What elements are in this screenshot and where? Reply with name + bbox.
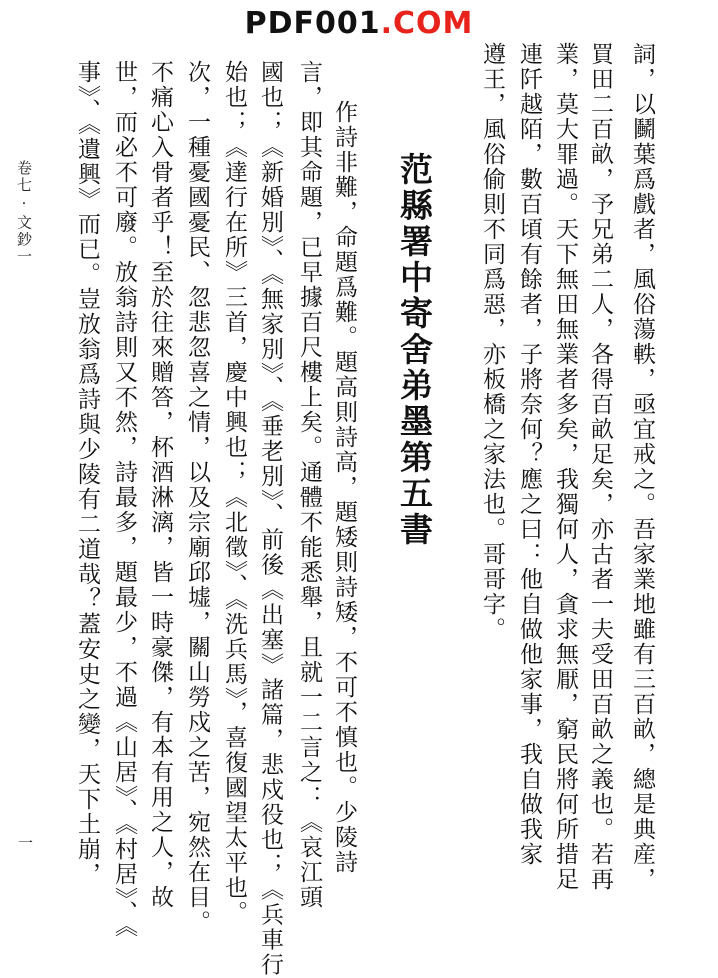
text-column: 連阡越陌，數百頃有餘者，子將奈何？應之曰：他自做他家事，我自做我家 — [516, 42, 542, 867]
text-column: 業，莫大罪過。天下無田無業者多矣，我獨何人，貪求無厭，窮民將何所措足 — [552, 42, 578, 892]
watermark-text-a: PDF001 — [244, 6, 381, 41]
text-column: 事》、《遺興》而已。豈放翁爲詩與少陵有二道哉？蓋安史之變，天下土崩， — [74, 60, 100, 887]
letter-title: 范縣署中寄舍弟墨第五書 — [395, 152, 434, 548]
text-column: 詞，以鬭葉爲戲者，風俗蕩軼，亟宜戒之。吾家業地雖有三百畝，總是典産， — [629, 42, 655, 892]
text-column: 買田二百畝，予兄弟二人，各得百畝足矣，亦古者一夫受田百畝之義也。若再 — [587, 42, 613, 892]
text-column: 作詩非難，命題爲難。題高則詩高，題矮則詩矮，不可不慎也。少陵詩 — [331, 100, 357, 875]
text-column: 始也；《達行在所》三首，慶中興也；《北徵》、《洗兵馬》，喜復國望太平也。 — [221, 60, 247, 926]
watermark-text-b: .COM — [380, 6, 474, 41]
text-column: 次，一種憂國憂民、忽悲忽喜之情，以及宗廟邱墟，關山勞戍之苦，宛然在目。 — [184, 60, 210, 935]
text-column: 言，即其命題，已早據百尺樓上矣。通體不能悉舉，且就一二言之：《哀江頭 — [296, 60, 322, 910]
watermark-logo — [0, 6, 718, 41]
text-column: 遵王，風俗偷則不同爲惡，亦板橋之家法也。哥哥字。 — [479, 42, 505, 642]
running-header: 卷七 · 文鈔一 — [15, 160, 33, 266]
page-number: 一 — [18, 834, 34, 852]
text-column: 國也；《新婚別》、《無家別》、《垂老別》、前後《出塞》諸篇，悲戍役也；《兵車行 — [257, 60, 283, 978]
text-column: 不痛心入骨者乎！至於往來贈答，杯酒淋漓，皆一時豪傑，有本有用之人，故 — [147, 60, 173, 910]
text-column: 世，而必不可廢。放翁詩則又不然，詩最多，題最少，不過《山居》、《村居》、《 — [111, 60, 137, 939]
